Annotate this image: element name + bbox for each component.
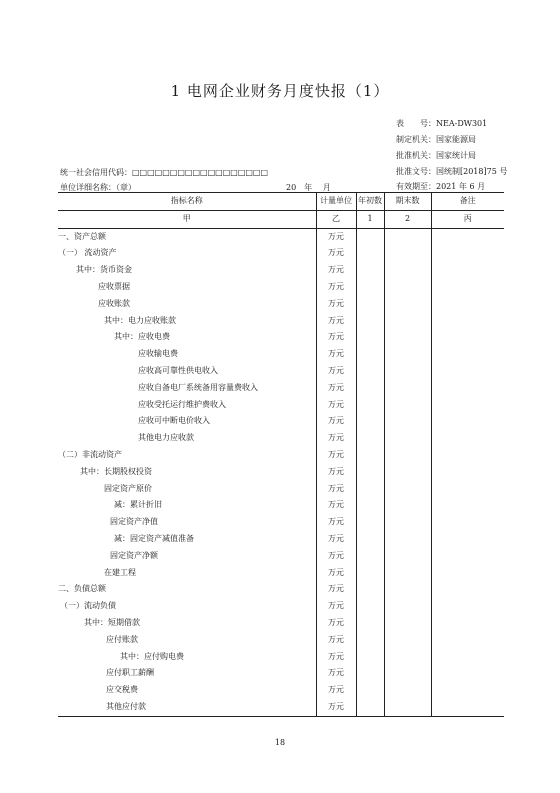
table-row [58,397,504,414]
indicator-name: 减：累计折旧 [114,500,162,510]
table-row [58,598,504,615]
closing-balance-cell [384,548,431,565]
indicator-name: （二）非流动资产 [58,449,122,459]
opening-balance-cell [356,313,384,330]
unit-cell: 万元 [316,649,356,666]
closing-balance-cell [384,481,431,498]
table-row [58,514,504,531]
report-period: 20 年 月 [286,183,331,192]
closing-balance-cell [384,447,431,464]
header-unit: 计量单位 [316,193,356,211]
indicator-name: 固定资产原价 [104,483,152,493]
closing-balance-cell [384,228,431,245]
closing-balance-cell [384,413,431,430]
finance-report-table [58,192,504,717]
indicator-name: 应收受托运行维护费收入 [138,399,226,409]
remarks-cell [431,548,504,565]
remarks-cell [431,565,504,582]
unit-cell: 万元 [316,397,356,414]
closing-balance-cell [384,581,431,598]
opening-balance-cell [356,632,384,649]
indicator-name: （一）流动负债 [60,601,116,611]
indicator-name: 其中：应付购电费 [120,651,184,661]
remarks-cell [431,413,504,430]
opening-balance-cell [356,329,384,346]
indicator-name: 应付职工薪酬 [106,668,154,678]
remarks-cell [431,632,504,649]
unit-cell: 万元 [316,447,356,464]
credit-code-label: 统一社会信用代码：□□□□□□□□□□□□□□□□□□ [60,168,269,177]
unit-cell: 万元 [316,665,356,682]
opening-balance-cell [356,514,384,531]
closing-balance-cell [384,262,431,279]
remarks-cell [431,615,504,632]
indicator-name: 其中：应收电费 [114,332,170,342]
unit-cell: 万元 [316,615,356,632]
unit-cell: 万元 [316,632,356,649]
table-row [58,262,504,279]
table-row [58,447,504,464]
opening-balance-cell [356,464,384,481]
remarks-cell [431,329,504,346]
table-row [58,565,504,582]
unit-cell: 万元 [316,363,356,380]
opening-balance-cell [356,598,384,615]
remarks-cell [431,447,504,464]
remarks-cell [431,245,504,262]
table-row [58,279,504,296]
remarks-cell [431,262,504,279]
remarks-cell [431,279,504,296]
unit-cell: 万元 [316,548,356,565]
closing-balance-cell [384,699,431,716]
opening-balance-cell [356,262,384,279]
opening-balance-cell [356,279,384,296]
opening-balance-cell [356,447,384,464]
closing-balance-cell [384,649,431,666]
closing-balance-cell [384,632,431,649]
indicator-name: 应收输电费 [138,349,178,359]
table-row [58,615,504,632]
unit-cell: 万元 [316,262,356,279]
code-closing-balance: 2 [384,210,431,228]
indicator-name: 其中：货币资金 [76,265,132,275]
unit-name-label: 单位详细名称：（章） [60,183,136,192]
table-row [58,363,504,380]
remarks-cell [431,464,504,481]
opening-balance-cell [356,363,384,380]
closing-balance-cell [384,615,431,632]
code-remarks: 丙 [431,210,504,228]
indicator-name: 其他电力应收款 [138,433,194,443]
table-row [58,313,504,330]
unit-cell: 万元 [316,531,356,548]
closing-balance-cell [384,430,431,447]
table-number: 表 号：NEA-DW301 [396,119,488,128]
closing-balance-cell [384,497,431,514]
table-row [58,548,504,565]
indicator-name: 固定资产净额 [110,550,158,560]
unit-cell: 万元 [316,682,356,699]
closing-balance-cell [384,565,431,582]
unit-cell: 万元 [316,329,356,346]
table-row [58,245,504,262]
indicator-name: 应收账款 [98,298,130,308]
closing-balance-cell [384,682,431,699]
remarks-cell [431,346,504,363]
table-row [58,632,504,649]
unit-cell: 万元 [316,497,356,514]
indicator-name: 在建工程 [104,567,136,577]
header-row [58,193,504,211]
approving-authority: 批准机关：国家统计局 [396,151,476,160]
remarks-cell [431,430,504,447]
table-row [58,497,504,514]
opening-balance-cell [356,397,384,414]
unit-cell: 万元 [316,279,356,296]
opening-balance-cell [356,497,384,514]
table-row [58,665,504,682]
opening-balance-cell [356,296,384,313]
unit-cell: 万元 [316,228,356,245]
closing-balance-cell [384,245,431,262]
table-row [58,296,504,313]
opening-balance-cell [356,430,384,447]
opening-balance-cell [356,481,384,498]
closing-balance-cell [384,665,431,682]
remarks-cell [431,514,504,531]
opening-balance-cell [356,413,384,430]
remarks-cell [431,699,504,716]
unit-cell: 万元 [316,296,356,313]
unit-cell: 万元 [316,413,356,430]
page-title: 1 电网企业财务月度快报（1） [170,82,390,100]
unit-cell: 万元 [316,464,356,481]
remarks-cell [431,649,504,666]
table-row [58,581,504,598]
closing-balance-cell [384,464,431,481]
unit-cell: 万元 [316,313,356,330]
issuing-authority: 制定机关：国家能源局 [396,135,476,144]
unit-cell: 万元 [316,346,356,363]
header-closing-balance: 期末数 [384,193,431,211]
closing-balance-cell [384,397,431,414]
valid-until: 有效期至：2021 年 6 月 [396,182,486,191]
code-opening-balance: 1 [356,210,384,228]
table-row [58,481,504,498]
remarks-cell [431,397,504,414]
remarks-cell [431,363,504,380]
remarks-cell [431,228,504,245]
table-row [58,699,504,716]
closing-balance-cell [384,531,431,548]
unit-cell: 万元 [316,245,356,262]
indicator-name: 二、负债总额 [58,584,106,594]
unit-cell: 万元 [316,380,356,397]
closing-balance-cell [384,346,431,363]
opening-balance-cell [356,565,384,582]
unit-cell: 万元 [316,430,356,447]
table-row [58,329,504,346]
unit-cell: 万元 [316,565,356,582]
code-unit: 乙 [316,210,356,228]
closing-balance-cell [384,329,431,346]
table-row [58,380,504,397]
opening-balance-cell [356,649,384,666]
remarks-cell [431,581,504,598]
closing-balance-cell [384,279,431,296]
closing-balance-cell [384,313,431,330]
table-row [58,464,504,481]
code-indicator-name: 甲 [58,210,316,228]
indicator-name: 减：固定资产减值准备 [114,533,194,543]
indicator-name: 一、资产总额 [58,231,106,241]
table-row [58,228,504,245]
indicator-name: 其中：长期股权投资 [80,466,152,476]
indicator-name: 应收高可靠性供电收入 [138,365,218,375]
code-row [58,210,504,228]
header-opening-balance: 年初数 [356,193,384,211]
table-row [58,413,504,430]
table-row [58,346,504,363]
table-row [58,682,504,699]
opening-balance-cell [356,548,384,565]
opening-balance-cell [356,581,384,598]
unit-cell: 万元 [316,699,356,716]
unit-cell: 万元 [316,598,356,615]
header-remarks: 备注 [431,193,504,211]
remarks-cell [431,313,504,330]
opening-balance-cell [356,380,384,397]
remarks-cell [431,497,504,514]
remarks-cell [431,665,504,682]
indicator-name: 应收自备电厂系统备用容量费收入 [138,382,258,392]
remarks-cell [431,531,504,548]
unit-cell: 万元 [316,581,356,598]
opening-balance-cell [356,245,384,262]
approval-document-number: 批准文号：国统制[2018]75 号 [396,167,508,176]
table-row [58,531,504,548]
opening-balance-cell [356,682,384,699]
remarks-cell [431,481,504,498]
indicator-name: 应收票据 [98,281,130,291]
indicator-name: （一） 流动资产 [58,248,117,258]
indicator-name: 其他应付款 [58,699,316,716]
closing-balance-cell [384,296,431,313]
page-number: 18 [274,738,286,747]
indicator-name: 应交税费 [106,685,138,695]
header-indicator-name: 指标名称 [58,193,316,211]
indicator-name: 应付账款 [106,634,138,644]
remarks-cell [431,380,504,397]
remarks-cell [431,682,504,699]
indicator-name: 其中：电力应收账款 [104,315,176,325]
closing-balance-cell [384,380,431,397]
indicator-name: 其中：短期借款 [84,617,140,627]
table-body [58,228,504,716]
opening-balance-cell [356,699,384,716]
opening-balance-cell [356,665,384,682]
remarks-cell [431,296,504,313]
closing-balance-cell [384,514,431,531]
remarks-cell [431,598,504,615]
indicator-name: 应收可中断电价收入 [138,416,210,426]
table-row [58,649,504,666]
unit-cell: 万元 [316,481,356,498]
opening-balance-cell [356,615,384,632]
opening-balance-cell [356,346,384,363]
closing-balance-cell [384,363,431,380]
indicator-name: 固定资产净值 [110,517,158,527]
opening-balance-cell [356,531,384,548]
table-row [58,430,504,447]
closing-balance-cell [384,598,431,615]
unit-cell: 万元 [316,514,356,531]
opening-balance-cell [356,228,384,245]
